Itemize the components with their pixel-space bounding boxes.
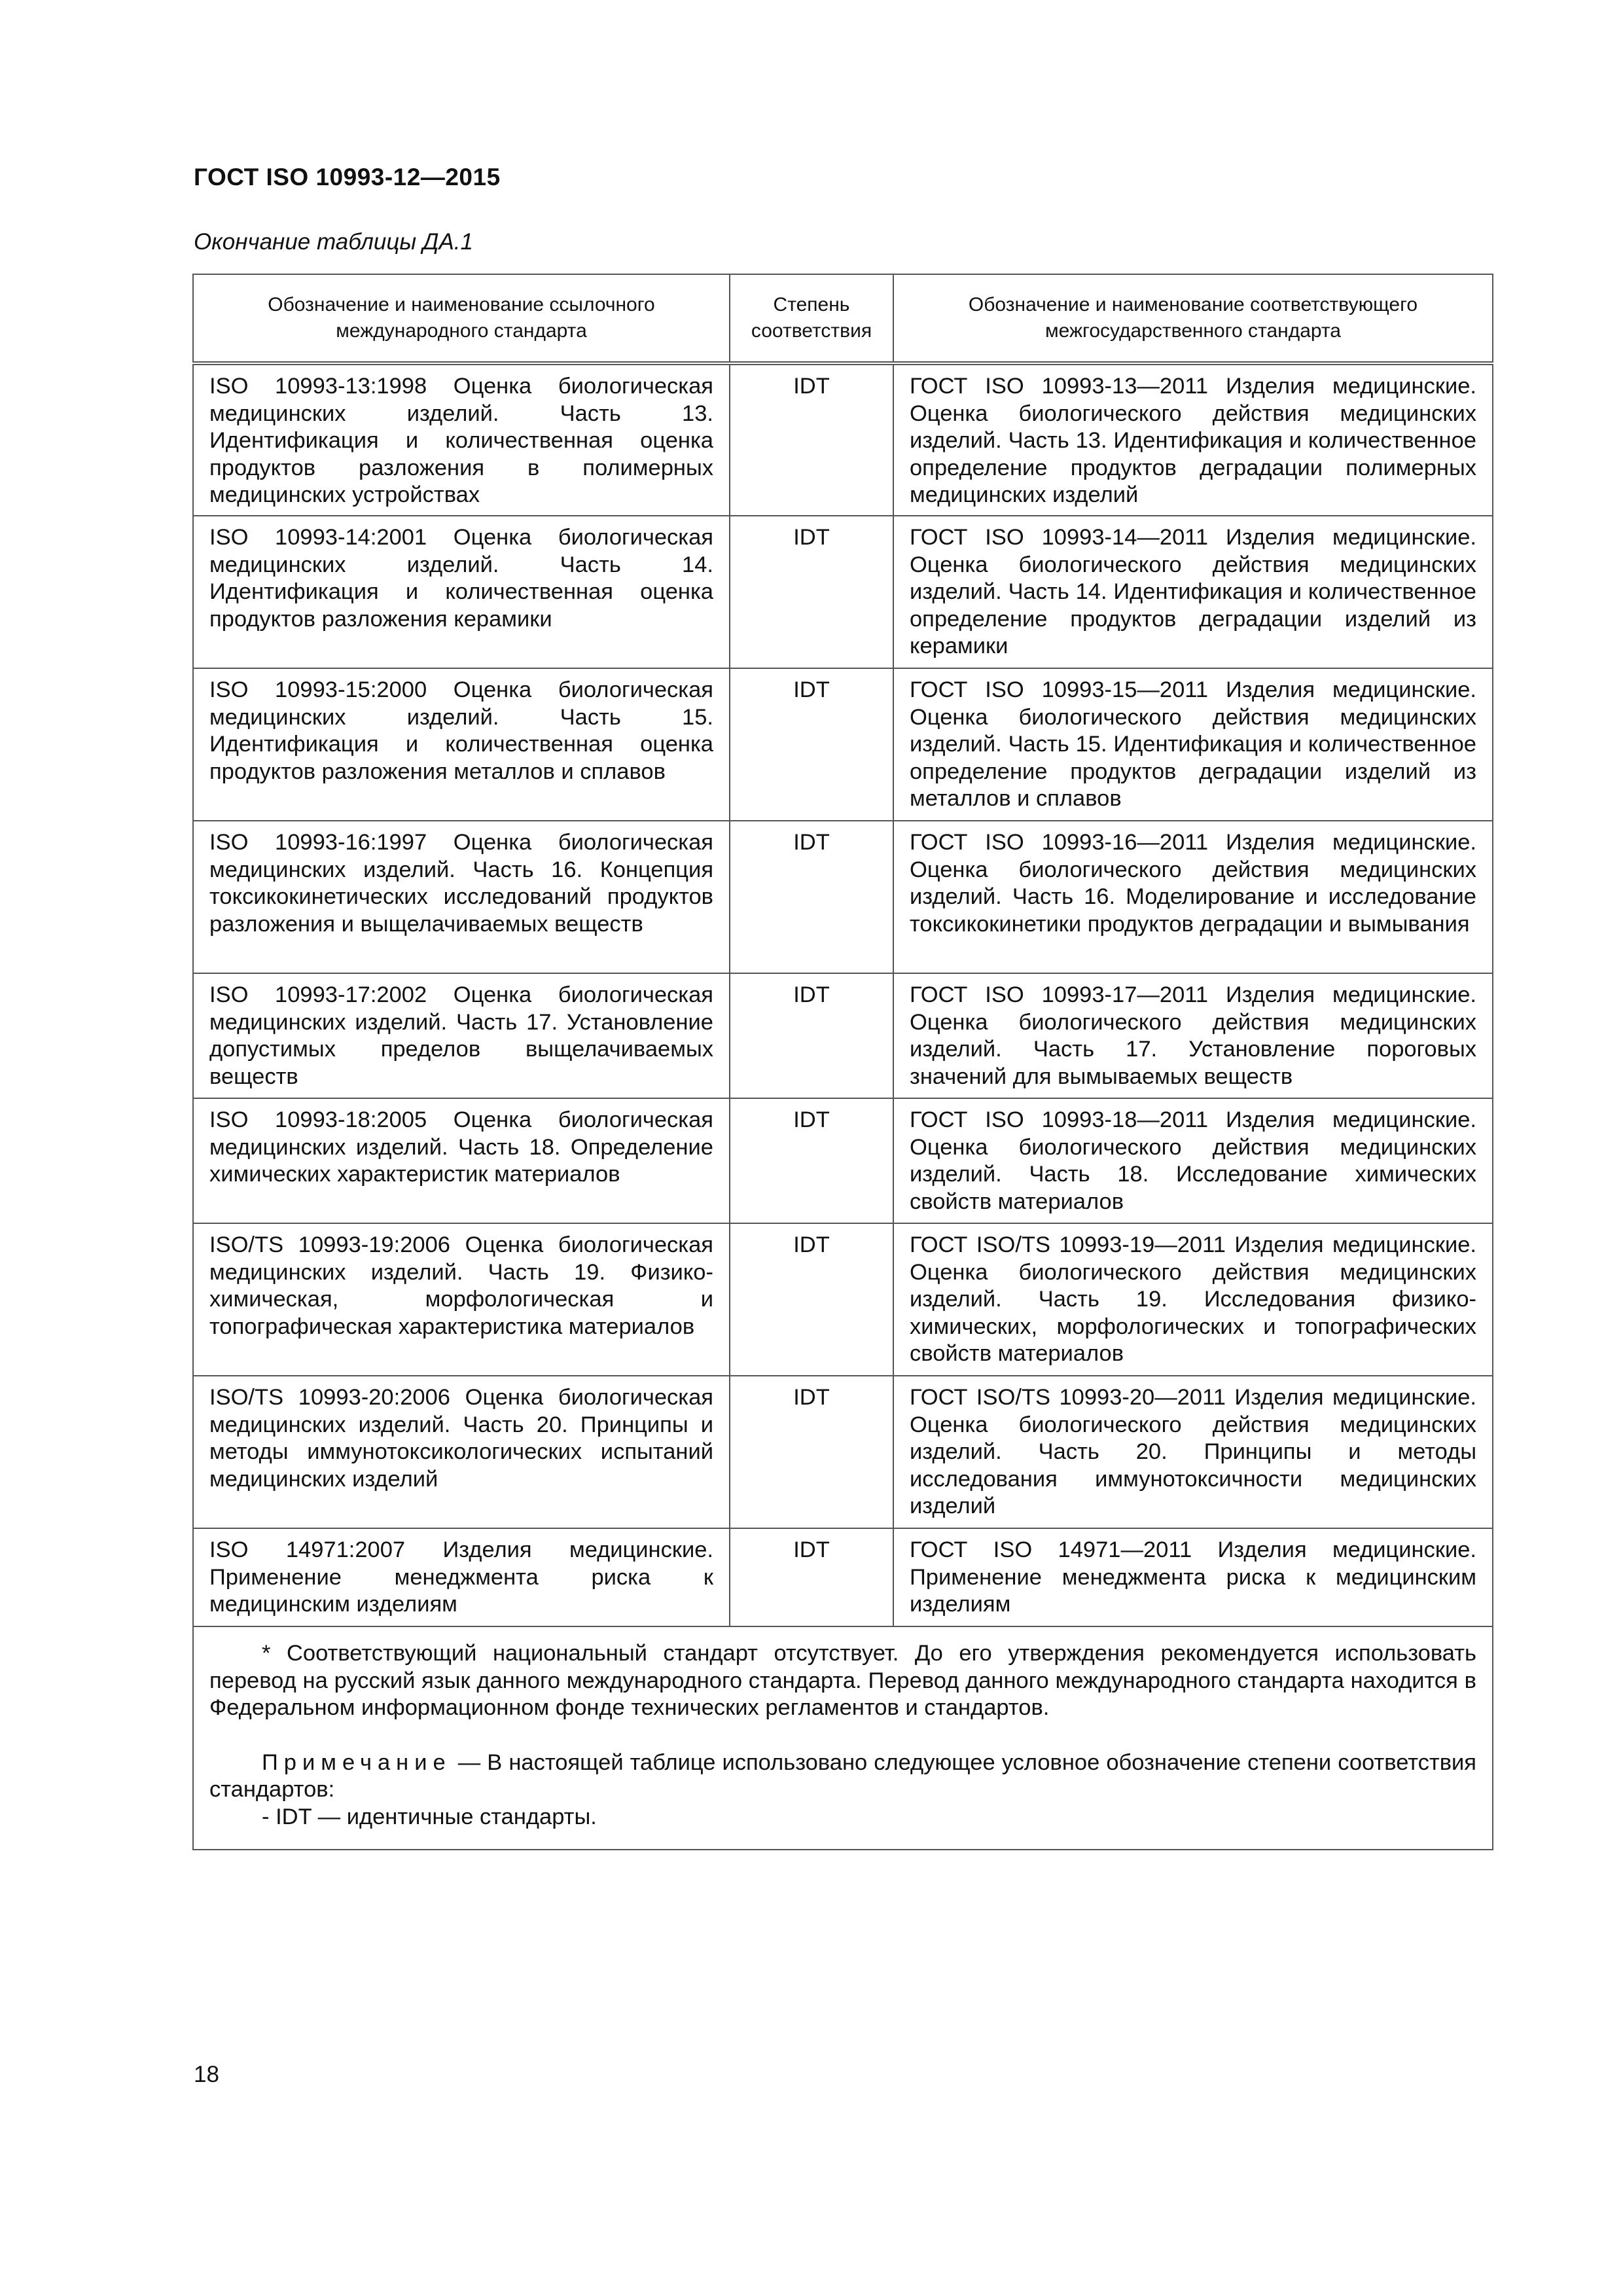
gost-standard-cell: ГОСТ ISO 10993-18—2011 Изделия медицинские. Оценка биологического действия медицинских изделий. Часть 18. Исследование химических свойств материалов <box>893 1098 1493 1223</box>
degree-cell: IDT <box>730 821 893 973</box>
degree-cell: IDT <box>730 1223 893 1376</box>
notes-row <box>193 1626 1493 1850</box>
gost-standard-cell: ГОСТ ISO 10993-15—2011 Изделия медицинские. Оценка биологического действия медицинских изделий. Часть 15. Идентификация и количественное определение продуктов деградации изделий из металлов и сплавов <box>893 668 1493 821</box>
column-header-degree: Степень соответствия <box>730 274 893 363</box>
table-row <box>193 516 1493 668</box>
standards-table <box>192 274 1493 1850</box>
table-row <box>193 363 1493 516</box>
degree-cell: IDT <box>730 363 893 516</box>
degree-cell: IDT <box>730 516 893 668</box>
gost-standard-cell: ГОСТ ISO 14971—2011 Изделия медицинские. Применение менеджмента риска к медицинским изделиям <box>893 1528 1493 1626</box>
page-number: 18 <box>194 2062 219 2087</box>
reference-standard-cell: ISO 10993-18:2005 Оценка биологическая медицинских изделий. Часть 18. Определение химических характеристик материалов <box>193 1098 730 1223</box>
gost-standard-cell: ГОСТ ISO/TS 10993-20—2011 Изделия медицинские. Оценка биологического действия медицинских изделий. Часть 20. Принципы и методы исследования иммунотоксичности медицинских изделий <box>893 1376 1493 1528</box>
notes-cell <box>193 1626 1493 1850</box>
degree-cell: IDT <box>730 973 893 1098</box>
gost-standard-cell: ГОСТ ISO 10993-14—2011 Изделия медицинские. Оценка биологического действия медицинских изделий. Часть 14. Идентификация и количественное определение продуктов деградации изделий из керамики <box>893 516 1493 668</box>
gost-standard-cell: ГОСТ ISO 10993-17—2011 Изделия медицинские. Оценка биологического действия медицинских изделий. Часть 17. Установление пороговых значений для вымываемых веществ <box>893 973 1493 1098</box>
reference-standard-cell: ISO 14971:2007 Изделия медицинские. Применение менеджмента риска к медицинским изделиям <box>193 1528 730 1626</box>
table-row <box>193 1223 1493 1376</box>
reference-standard-cell: ISO 10993-14:2001 Оценка биологическая медицинских изделий. Часть 14. Идентификация и количественная оценка продуктов разложения керамики <box>193 516 730 668</box>
table-caption: Окончание таблицы ДА.1 <box>194 229 473 255</box>
reference-standard-cell: ISO 10993-17:2002 Оценка биологическая медицинских изделий. Часть 17. Установление допустимых пределов выщелачиваемых веществ <box>193 973 730 1098</box>
degree-cell: IDT <box>730 1528 893 1626</box>
gost-standard-cell: ГОСТ ISO/TS 10993-19—2011 Изделия медицинские. Оценка биологического действия медицинских изделий. Часть 19. Исследования физико-химических, морфологических и топографических свойств материалов <box>893 1223 1493 1376</box>
note-paragraph <box>209 1749 1476 1804</box>
degree-cell: IDT <box>730 668 893 821</box>
table-row <box>193 1098 1493 1223</box>
table-row <box>193 1376 1493 1528</box>
note-label: Примечание <box>262 1749 452 1775</box>
reference-standard-cell: ISO/TS 10993-20:2006 Оценка биологическая медицинских изделий. Часть 20. Принципы и методы иммунотоксикологических испытаний медицинских изделий <box>193 1376 730 1528</box>
table-row <box>193 668 1493 821</box>
column-header-gost: Обозначение и наименование соответствующего межгосударственного стандарта <box>893 274 1493 363</box>
reference-standard-cell: ISO 10993-15:2000 Оценка биологическая медицинских изделий. Часть 15. Идентификация и количественная оценка продуктов разложения металлов и сплавов <box>193 668 730 821</box>
table-row <box>193 1528 1493 1626</box>
table-header-row <box>193 274 1493 363</box>
table-row <box>193 973 1493 1098</box>
gost-standard-cell: ГОСТ ISO 10993-13—2011 Изделия медицинские. Оценка биологического действия медицинских изделий. Часть 13. Идентификация и количественное определение продуктов деградации полимерных медицинских изделий <box>893 363 1493 516</box>
table-row <box>193 821 1493 973</box>
column-header-reference: Обозначение и наименование ссылочного международного стандарта <box>193 274 730 363</box>
reference-standard-cell: ISO 10993-16:1997 Оценка биологическая медицинских изделий. Часть 16. Концепция токсикокинетических исследований продуктов разложения и выщелачиваемых веществ <box>193 821 730 973</box>
reference-standard-cell: ISO/TS 10993-19:2006 Оценка биологическая медицинских изделий. Часть 19. Физико-химическая, морфологическая и топографическая характеристика материалов <box>193 1223 730 1376</box>
degree-cell: IDT <box>730 1098 893 1223</box>
footnote-text: * Соответствующий национальный стандарт отсутствует. До его утверждения рекомендуется использовать перевод на русский язык данного международного стандарта. Перевод данного международного стандарта находится в Федеральном информационном фонде технических регламентов и стандартов. <box>209 1641 1476 1720</box>
document-designation: ГОСТ ISO 10993-12—2015 <box>194 164 501 190</box>
note-text: — В настоящей таблице использовано следующее условное обозначение степени соответствия стандартов: <box>209 1749 1476 1802</box>
idt-definition: - IDT — идентичные стандарты. <box>262 1804 597 1829</box>
standards-table-container <box>192 274 1492 1850</box>
gost-standard-cell: ГОСТ ISO 10993-16—2011 Изделия медицинские. Оценка биологического действия медицинских изделий. Часть 16. Моделирование и исследование токсикокинетики продуктов деградации и вымывания <box>893 821 1493 973</box>
reference-standard-cell: ISO 10993-13:1998 Оценка биологическая медицинских изделий. Часть 13. Идентификация и количественная оценка продуктов разложения в полимерных медицинских устройствах <box>193 363 730 516</box>
degree-cell: IDT <box>730 1376 893 1528</box>
